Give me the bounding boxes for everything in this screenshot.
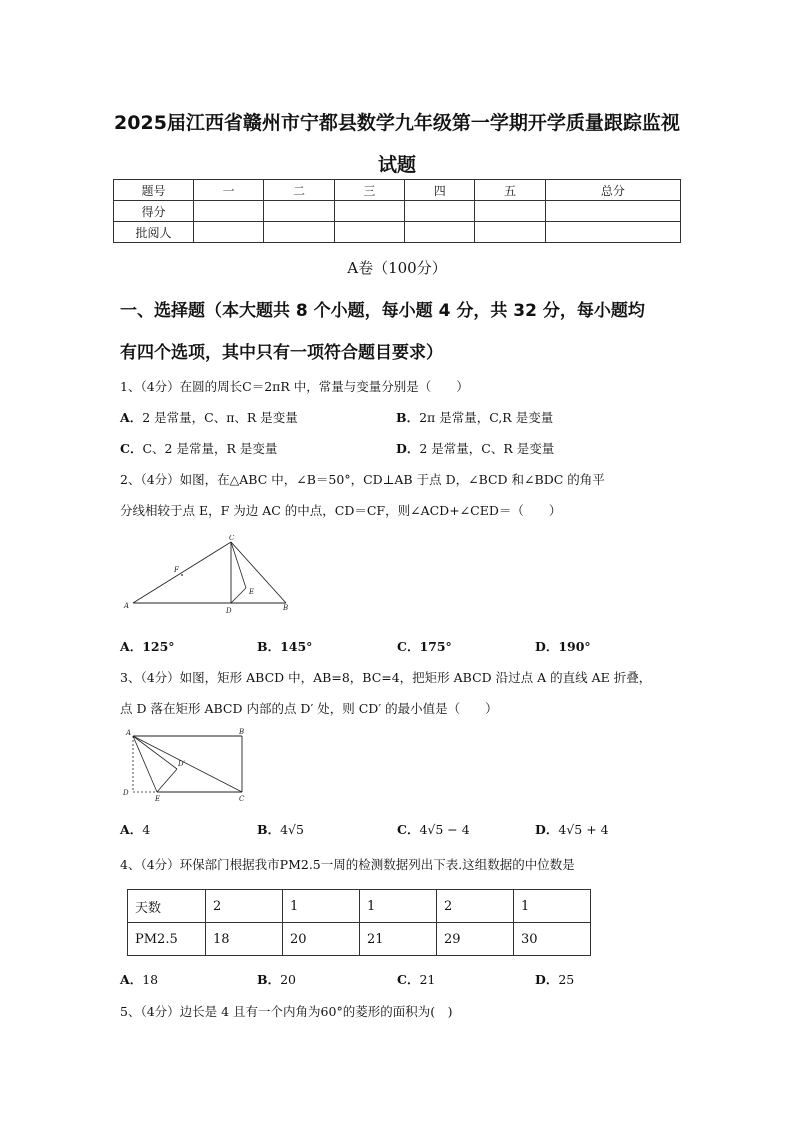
score-cell: [194, 222, 264, 243]
option-label: B．: [396, 410, 420, 425]
score-table-header: 五: [475, 180, 545, 201]
option-text: 190°: [558, 639, 591, 654]
option-label: B．: [257, 972, 281, 987]
score-table-row: [114, 201, 681, 222]
question-2-option-d: [535, 637, 591, 655]
triangle-figure: [118, 535, 298, 615]
point-label: D: [123, 789, 129, 797]
score-cell: [405, 201, 475, 222]
option-label: C．: [397, 822, 420, 837]
question-1-option-a: [120, 408, 298, 426]
question-3-option-a: [120, 820, 150, 838]
option-label: C．: [397, 972, 420, 987]
point-label: E: [249, 588, 255, 596]
option-text: 175°: [419, 639, 452, 654]
question-2-stem-continued: 分线相较于点 E，F 为边 AC 的中点，CD＝CF，则∠ACD+∠CED＝（ ）: [120, 503, 562, 518]
score-table-header: 总分: [545, 180, 680, 201]
question-2-option-a: [120, 637, 175, 655]
score-table-header-row: [114, 180, 681, 201]
question-1-option-c: [120, 439, 277, 457]
figure-line: [133, 736, 242, 792]
figure-line: [133, 542, 231, 603]
table-cell: 30: [514, 923, 591, 956]
option-label: A．: [120, 410, 143, 425]
score-cell: [405, 222, 475, 243]
question-1-stem: 1、（4分）在圆的周长C＝2πR 中，常量与变量分别是（ ）: [120, 379, 469, 394]
point-label: A: [126, 729, 132, 737]
option-text: 4√5 − 4: [419, 822, 470, 837]
score-cell: [264, 222, 334, 243]
question-4-option-b: [257, 970, 296, 988]
point-label: D: [226, 607, 232, 615]
option-label: B．: [257, 639, 281, 654]
rectangle-figure: [118, 724, 253, 804]
table-cell: 29: [437, 923, 514, 956]
option-text: C、2 是常量，R 是变量: [142, 441, 278, 456]
figure-line: [157, 769, 177, 792]
question-2-option-b: [257, 637, 312, 655]
section-heading-continued: 有四个选项，其中只有一项符合题目要求）: [120, 343, 443, 363]
point-label: C: [239, 795, 245, 803]
option-text: 25: [558, 972, 575, 987]
option-label: D．: [535, 822, 559, 837]
score-cell: [475, 222, 545, 243]
option-text: 4√5 + 4: [558, 822, 609, 837]
score-table: [113, 179, 681, 243]
score-table-header: 二: [264, 180, 334, 201]
table-row: [128, 890, 591, 923]
score-table-header: 四: [405, 180, 475, 201]
option-label: B．: [257, 822, 281, 837]
question-3-option-b: [257, 820, 304, 838]
point-label: F: [174, 566, 179, 574]
option-label: D．: [535, 639, 559, 654]
table-cell: 2: [437, 890, 514, 923]
option-label: D．: [535, 972, 559, 987]
score-table-row: [114, 222, 681, 243]
question-4-stem: 4、（4分）环保部门根据我市PM2.5一周的检测数据列出下表.这组数据的中位数是: [120, 857, 575, 872]
point-label: B: [239, 728, 245, 736]
question-4-option-a: [120, 970, 158, 988]
question-3-stem: 3、（4分）如图，矩形 ABCD 中，AB=8，BC=4，把矩形 ABCD 沿过点 A 的直线 AE 折叠，: [120, 670, 652, 685]
option-text: 2 是常量，C、π、R 是变量: [142, 410, 298, 425]
score-cell: [334, 201, 404, 222]
score-table-header: 三: [334, 180, 404, 201]
score-table-header: 一: [194, 180, 264, 201]
point-label: A: [124, 602, 130, 610]
point-label: B: [283, 604, 289, 612]
question-3-stem-continued: 点 D 落在矩形 ABCD 内部的点 D′ 处，则 CD′ 的最小值是（ ）: [120, 701, 498, 716]
pm25-table: [127, 889, 591, 956]
table-cell: 18: [206, 923, 283, 956]
table-cell: 1: [360, 890, 437, 923]
score-cell: [334, 222, 404, 243]
option-text: 125°: [142, 639, 175, 654]
point-label: D′: [178, 760, 186, 768]
figure-line: [231, 542, 246, 588]
option-text: 2π 是常量，C,R 是变量: [419, 410, 554, 425]
score-table-header: 题号: [114, 180, 194, 201]
point-label: E: [155, 795, 161, 803]
score-cell: [545, 201, 680, 222]
option-text: 4√5: [280, 822, 304, 837]
score-table-row-label: 批阅人: [114, 222, 194, 243]
score-cell: [475, 201, 545, 222]
question-2-stem: 2、（4分）如图，在△ABC 中，∠B＝50°，CD⊥AB 于点 D，∠BCD 和∠BDC 的角平: [120, 472, 605, 487]
paper-label: A卷（100分）: [347, 259, 447, 277]
question-3-option-c: [397, 820, 470, 838]
figure-line: [231, 542, 286, 603]
table-cell: 2: [206, 890, 283, 923]
table-cell: 21: [360, 923, 437, 956]
page-title-continued: 试题: [377, 154, 416, 176]
point-label: C: [229, 535, 235, 542]
option-text: 21: [419, 972, 436, 987]
question-5-stem: 5、（4分）边长是 4 且有一个内角为60°的菱形的面积为( ): [120, 1004, 453, 1019]
option-label: A．: [120, 639, 143, 654]
section-heading: 一、选择题（本大题共 8 个小题，每小题 4 分，共 32 分，每小题均: [120, 301, 645, 321]
table-cell: 1: [283, 890, 360, 923]
figure-line: [231, 588, 246, 603]
question-4-option-c: [397, 970, 435, 988]
option-text: 2 是常量，C、R 是变量: [419, 441, 555, 456]
option-text: 18: [142, 972, 159, 987]
score-cell: [194, 201, 264, 222]
score-cell: [264, 201, 334, 222]
midpoint-dot: [181, 574, 183, 576]
table-cell: 20: [283, 923, 360, 956]
option-label: D．: [396, 441, 420, 456]
option-label: C．: [120, 441, 143, 456]
question-1-option-b: [396, 408, 553, 426]
table-cell: 1: [514, 890, 591, 923]
option-text: 145°: [280, 639, 313, 654]
figure-line: [133, 736, 157, 792]
table-cell: PM2.5: [128, 923, 206, 956]
option-label: A．: [120, 822, 143, 837]
option-label: C．: [397, 639, 420, 654]
score-cell: [545, 222, 680, 243]
score-table-row-label: 得分: [114, 201, 194, 222]
question-1-option-d: [396, 439, 554, 457]
page-title: 2025届江西省赣州市宁都县数学九年级第一学期开学质量跟踪监视: [114, 112, 680, 134]
figure-line: [133, 736, 177, 769]
option-label: A．: [120, 972, 143, 987]
question-2-option-c: [397, 637, 452, 655]
question-3-option-d: [535, 820, 609, 838]
table-cell: 天数: [128, 890, 206, 923]
option-text: 4: [142, 822, 151, 837]
table-row: [128, 923, 591, 956]
option-text: 20: [280, 972, 296, 987]
question-4-option-d: [535, 970, 574, 988]
